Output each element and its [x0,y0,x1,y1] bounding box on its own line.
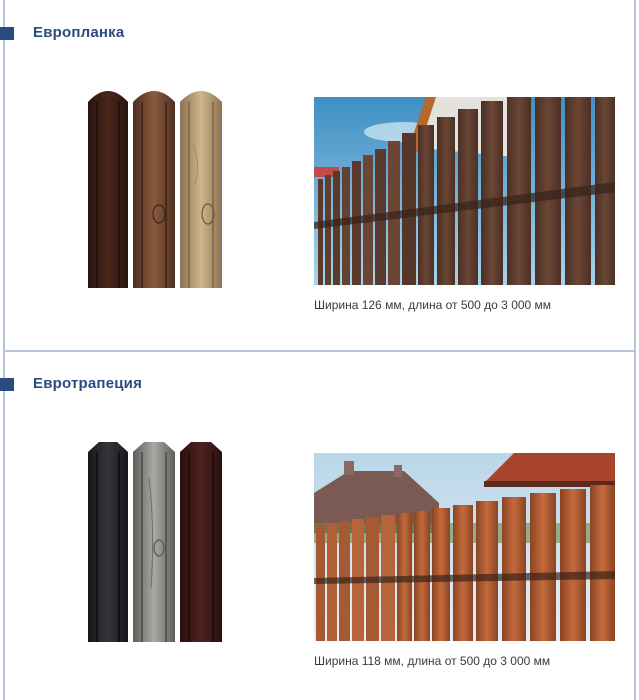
product-section-eurotrapezia [3,352,636,700]
picket-sample-black [88,442,128,642]
product-section-europlanka [3,0,636,352]
fence-photo-eurotrapezia [314,453,615,641]
picket-sample-burgundy [180,442,222,642]
fence-photo-europlanka [314,97,615,285]
picket-sample-light-wood [180,91,222,288]
picket-samples-image [83,438,233,642]
section-marker [0,27,14,40]
product-caption: Ширина 126 мм, длина от 500 до 3 000 мм [314,298,552,312]
section-marker [0,378,14,391]
section-title: Европланка [33,24,125,41]
picket-samples-image [83,84,233,288]
picket-sample-wood-brown [133,91,175,288]
picket-sample-grey-wood [133,442,175,642]
product-caption: Ширина 118 мм, длина от 500 до 3 000 мм [314,654,551,668]
picket-sample-dark-brown [88,91,128,288]
section-title: Евротрапеция [33,375,143,392]
